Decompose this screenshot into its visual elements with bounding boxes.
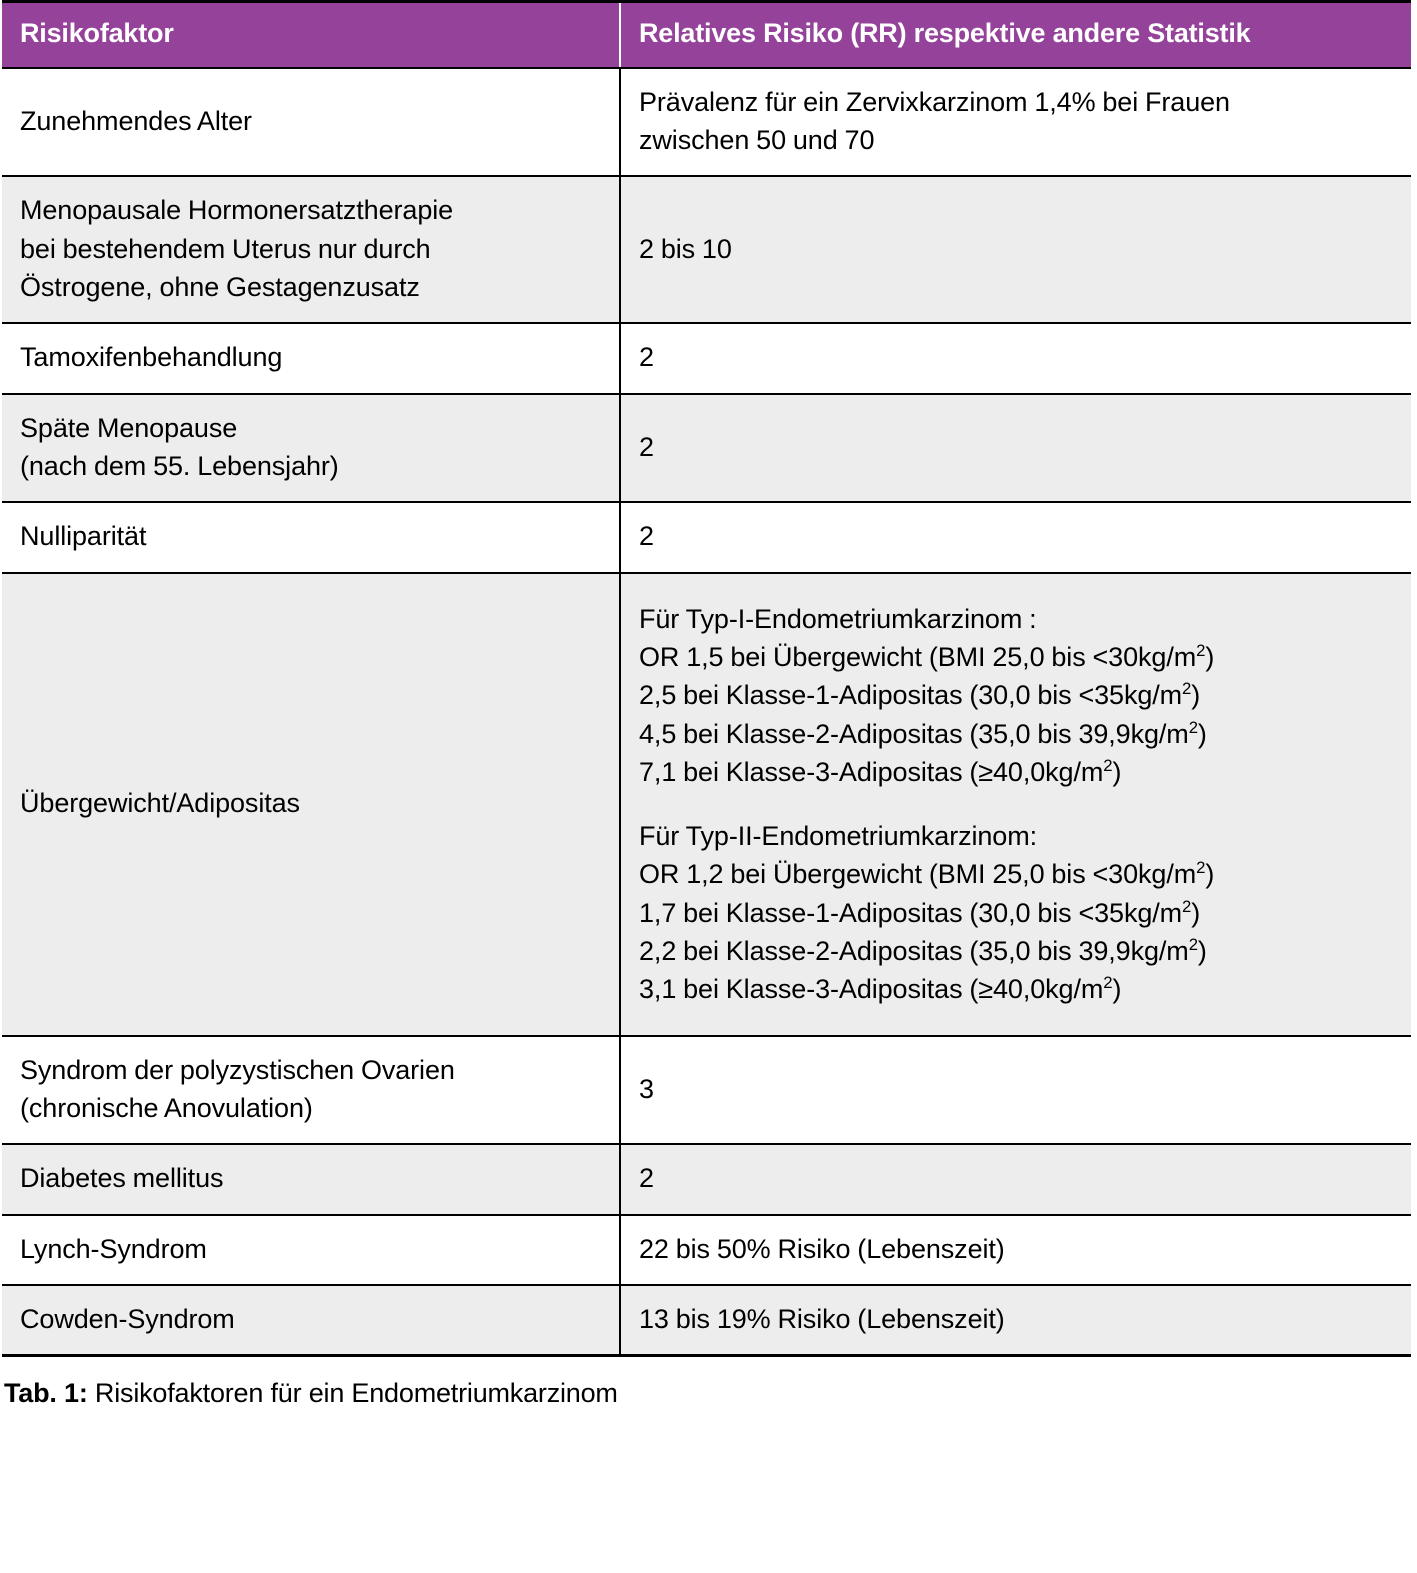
- table-caption: [2, 1377, 1411, 1409]
- risikofaktor-text: Diabetes mellitus: [20, 1163, 224, 1194]
- risikofaktor-text-line: (nach dem 55. Lebensjahr): [20, 450, 339, 481]
- table-header-row: [2, 2, 1411, 68]
- cell-relatives-risiko: [620, 573, 1411, 1036]
- superscript: 2: [1188, 717, 1198, 737]
- relatives-risiko-text-line: 7,1 bei Klasse-3-Adipositas $(\ge 40,0kg/m^2)$: [639, 755, 1122, 787]
- relatives-risiko-text-line: 3,1 bei Klasse-3-Adipositas $(\ge 40,0kg/m^2)$: [639, 973, 1122, 1005]
- relatives-risiko-text-line: Für Typ-II-Endometriumkarzinom:: [639, 820, 1038, 851]
- relatives-risiko-text: 2: [639, 521, 654, 552]
- relatives-risiko-text-line: zwischen 50 und 70: [639, 125, 875, 156]
- table-row: [2, 176, 1411, 323]
- risikofaktor-text-line: bei bestehendem Uterus nur durch: [20, 233, 431, 264]
- risikofaktor-text: [20, 1051, 601, 1128]
- caption-text: Risikofaktoren für ein Endometriumkarzinom: [94, 1378, 618, 1409]
- relatives-risiko-text-line: 4,5 bei Klasse-2-Adipositas (35,0 bis $39,9kg/m^2$): [639, 717, 1207, 749]
- risikofaktor-text: Nulliparität: [20, 521, 147, 552]
- relatives-risiko-text: [639, 83, 1393, 160]
- relatives-risiko-text: 2: [639, 1163, 654, 1194]
- caption-label: Tab. 1:: [4, 1378, 88, 1409]
- table-body: [2, 68, 1411, 1356]
- cell-relatives-risiko: [620, 1144, 1411, 1214]
- table-row: [2, 394, 1411, 503]
- cell-risikofaktor: [2, 68, 620, 177]
- cell-risikofaktor: [2, 1144, 620, 1214]
- relatives-risiko-text-line: OR 1,2 bei Übergewicht (BMI 25,0 bis $<30kg/m^2$): [639, 858, 1215, 890]
- table-row: [2, 1215, 1411, 1285]
- cell-relatives-risiko: [620, 502, 1411, 572]
- risikofaktor-text: Cowden-Syndrom: [20, 1303, 235, 1334]
- table-row: [2, 573, 1411, 1036]
- cell-risikofaktor: [2, 1036, 620, 1145]
- cell-risikofaktor: [2, 1215, 620, 1285]
- column-header-risikofaktor: Risikofaktor: [2, 2, 620, 68]
- risikofaktor-text-line: Menopausale Hormonersatztherapie: [20, 195, 454, 226]
- risikofaktor-text: [20, 409, 601, 486]
- relatives-risiko-text-line: OR 1,5 bei Übergewicht (BMI 25,0 bis $<30kg/m^2$): [639, 640, 1215, 672]
- table-row: [2, 1285, 1411, 1356]
- cell-risikofaktor: [2, 573, 620, 1036]
- cell-risikofaktor: [2, 502, 620, 572]
- table-row: [2, 1144, 1411, 1214]
- superscript: 2: [1103, 973, 1113, 993]
- superscript: 2: [1103, 755, 1113, 775]
- cell-relatives-risiko: [620, 323, 1411, 393]
- table-row: [2, 323, 1411, 393]
- cell-relatives-risiko: [620, 1036, 1411, 1145]
- table-row: [2, 1036, 1411, 1145]
- cell-risikofaktor: [2, 1285, 620, 1356]
- risikofaktor-text: Lynch-Syndrom: [20, 1233, 207, 1264]
- relatives-risiko-text: 2: [639, 342, 654, 373]
- risikofaktor-text-line: Östrogene, ohne Gestagenzusatz: [20, 272, 420, 302]
- relatives-risiko-text-spacer: [639, 791, 1393, 817]
- relatives-risiko-text: 22 bis 50% Risiko (Lebenszeit): [639, 1233, 1005, 1264]
- relatives-risiko-text-line: 1,7 bei Klasse-1-Adipositas (30,0 bis $<35kg/m^2$): [639, 896, 1201, 928]
- cell-relatives-risiko: [620, 394, 1411, 503]
- relatives-risiko-text-line: 2,5 bei Klasse-1-Adipositas (30,0 bis $<35kg/m^2$): [639, 679, 1201, 711]
- cell-risikofaktor: [2, 176, 620, 323]
- cell-relatives-risiko: [620, 176, 1411, 323]
- cell-relatives-risiko: [620, 68, 1411, 177]
- cell-relatives-risiko: [620, 1285, 1411, 1356]
- superscript: 2: [1196, 640, 1206, 660]
- table-row: [2, 68, 1411, 177]
- superscript: 2: [1182, 896, 1192, 916]
- relatives-risiko-text: 13 bis 19% Risiko (Lebenszeit): [639, 1303, 1005, 1334]
- column-header-relatives-risiko: Relatives Risiko (RR) respektive andere Statistik: [620, 2, 1411, 68]
- cell-risikofaktor: [2, 394, 620, 503]
- relatives-risiko-text: [639, 600, 1393, 1009]
- risikofaktor-text-line: Späte Menopause: [20, 412, 238, 443]
- risk-factors-table: [2, 0, 1411, 1357]
- relatives-risiko-text-line: Prävalenz für ein Zervixkarzinom 1,4% bei Frauen: [639, 86, 1230, 117]
- risikofaktor-text-line: (chronische Anovulation): [20, 1092, 313, 1123]
- table-row: [2, 502, 1411, 572]
- cell-risikofaktor: [2, 323, 620, 393]
- risikofaktor-text: Zunehmendes Alter: [20, 105, 252, 136]
- superscript: 2: [1196, 858, 1206, 878]
- relatives-risiko-text: 2: [639, 431, 654, 462]
- relatives-risiko-text-line: Für Typ-I-Endometriumkarzinom :: [639, 603, 1037, 634]
- risikofaktor-text-line: Syndrom der polyzystischen Ovarien: [20, 1054, 455, 1085]
- superscript: 2: [1182, 679, 1192, 699]
- table-header: [2, 2, 1411, 68]
- superscript: 2: [1188, 934, 1198, 954]
- relatives-risiko-text: 3: [639, 1073, 654, 1104]
- risikofaktor-text: Übergewicht/Adipositas: [20, 787, 300, 818]
- relatives-risiko-text-line: 2,2 bei Klasse-2-Adipositas (35,0 bis $39,9kg/m^2$): [639, 934, 1207, 966]
- risikofaktor-text: Tamoxifenbehandlung: [20, 342, 283, 373]
- risikofaktor-text: [20, 191, 601, 306]
- cell-relatives-risiko: [620, 1215, 1411, 1285]
- relatives-risiko-text: 2 bis 10: [639, 233, 732, 264]
